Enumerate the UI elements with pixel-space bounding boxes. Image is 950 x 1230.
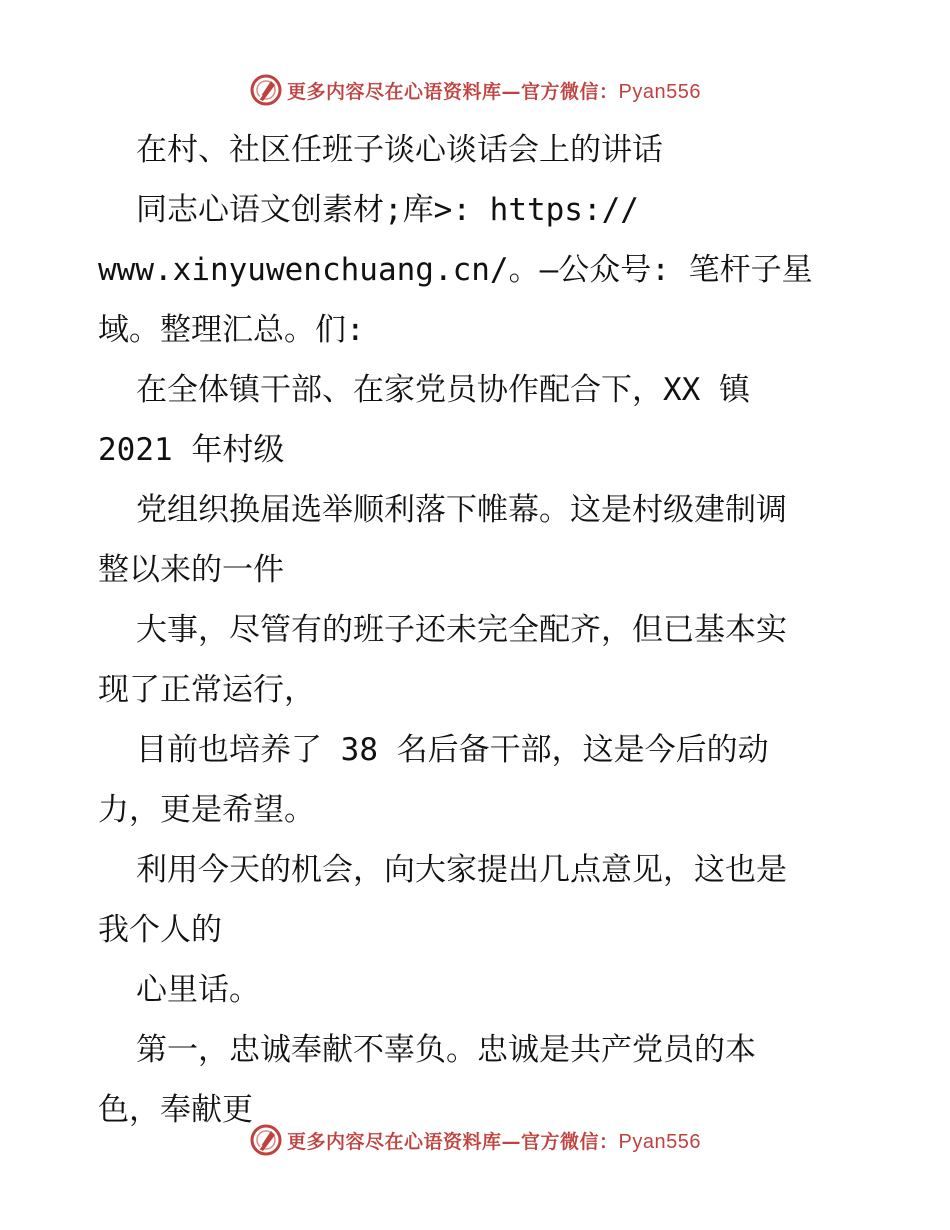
header-banner-cn: 更多内容尽在心语资料库—官方微信： bbox=[287, 80, 619, 103]
text-line: 力，更是希望。 bbox=[98, 792, 315, 828]
text-line: 现了正常运行， bbox=[98, 672, 315, 708]
text-line: 党组织换届选举顺利落下帷幕。这是村级建制调 bbox=[136, 492, 787, 528]
text-line: 域。整理汇总。们: bbox=[98, 312, 365, 348]
text-line: 色，奉献更 bbox=[98, 1092, 253, 1128]
document-body bbox=[98, 120, 868, 1140]
footer-banner-cn: 更多内容尽在心语资料库—官方微信： bbox=[287, 1130, 619, 1153]
text-line: 我个人的 bbox=[98, 912, 222, 948]
text-line: www.xinyuwenchuang.cn/。—公众号: 笔杆子星 bbox=[98, 252, 813, 288]
header-banner bbox=[0, 70, 950, 110]
text-line: 2021 年村级 bbox=[98, 432, 285, 468]
text-line: 在全体镇干部、在家党员协作配合下，XX 镇 bbox=[136, 372, 750, 408]
text-line: 目前也培养了 38 名后备干部，这是今后的动 bbox=[136, 732, 769, 768]
pen-nib-logo-icon bbox=[249, 1123, 283, 1157]
pen-nib-logo-icon bbox=[249, 73, 283, 107]
footer-banner-wechat-id: Pyan556 bbox=[618, 1130, 701, 1153]
footer-banner-text bbox=[287, 1127, 701, 1154]
header-banner-text bbox=[287, 77, 701, 104]
header-banner-wechat-id: Pyan556 bbox=[618, 80, 701, 103]
document-title-line: 在村、社区任班子谈心谈话会上的讲话 bbox=[136, 132, 663, 168]
text-line: 同志心语文创素材;库>: https:// bbox=[136, 192, 639, 228]
text-line: 大事，尽管有的班子还未完全配齐，但已基本实 bbox=[136, 612, 787, 648]
footer-banner bbox=[0, 1120, 950, 1160]
text-line: 整以来的一件 bbox=[98, 552, 284, 588]
text-line: 第一，忠诚奉献不辜负。忠诚是共产党员的本 bbox=[136, 1032, 756, 1068]
text-line: 利用今天的机会，向大家提出几点意见，这也是 bbox=[136, 852, 787, 888]
text-line: 心里话。 bbox=[136, 972, 260, 1008]
